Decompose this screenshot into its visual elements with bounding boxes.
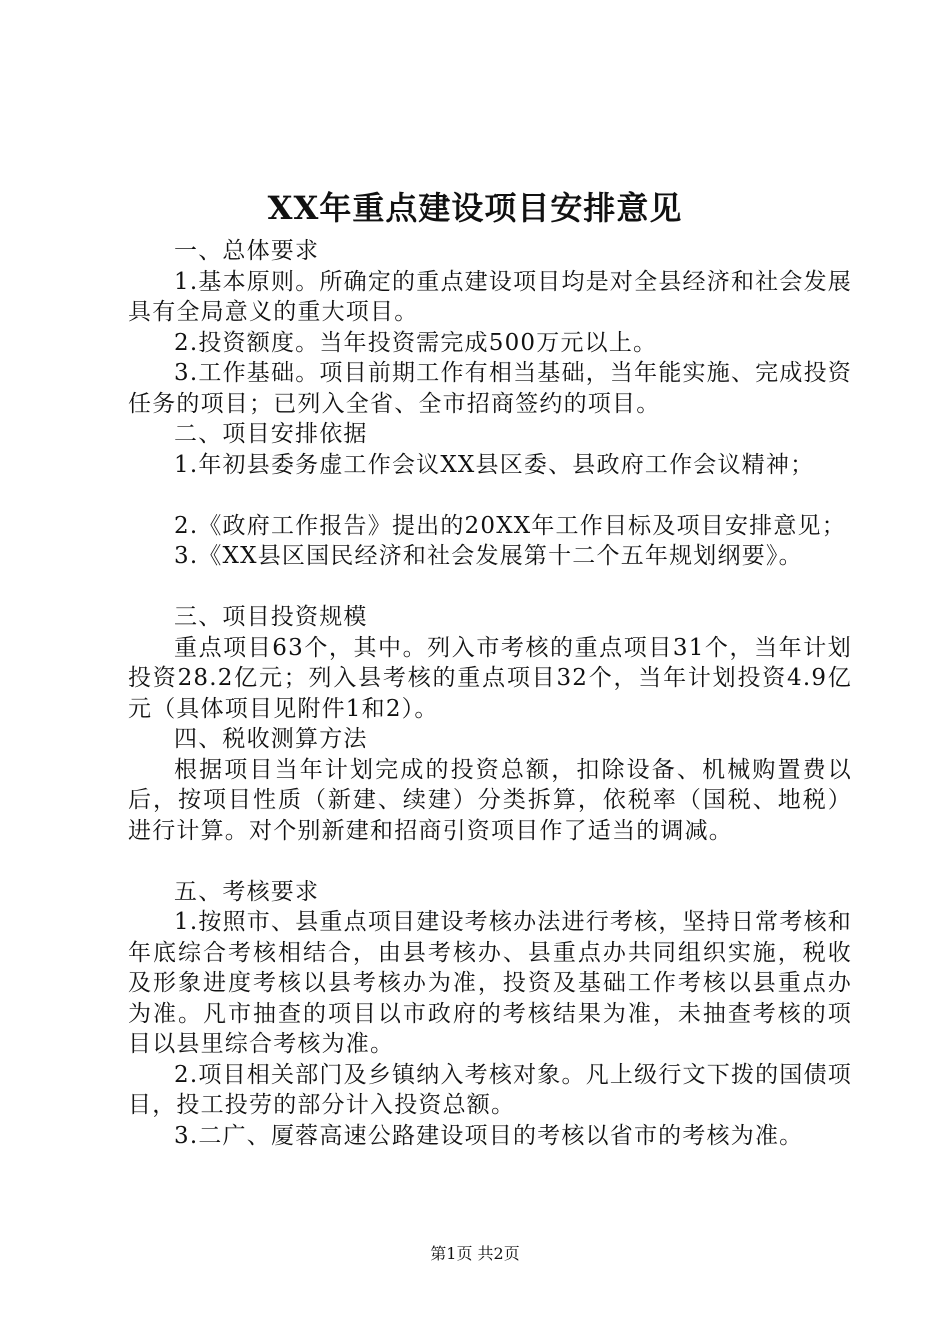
paragraph-basic-principle: 1.基本原则。所确定的重点建设项目均是对全县经济和社会发展具有全局意义的重大项目。 [128,268,852,325]
section-heading-investment-scale: 三、项目投资规模 [174,604,368,630]
paragraph-basis-1: 1.年初县委务虚工作会议XX县区委、县政府工作会议精神； [174,451,815,478]
paragraph-basis-3: 3.《XX县区国民经济和社会发展第十二个五年规划纲要》。 [174,543,803,569]
paragraph-basis-2: 2.《政府工作报告》提出的20XX年工作目标及项目安排意见； [174,512,846,539]
paragraph-investment-scale: 重点项目63个，其中。列入市考核的重点项目31个，当年计划投资28.2亿元；列入县考核的重点项目32个，当年计划投资4.9亿元（具体项目见附件1和2）。 [128,634,852,722]
section-heading-assessment: 五、考核要求 [174,878,320,905]
section-heading-general-requirements: 一、总体要求 [174,238,320,264]
paragraph-investment-amount: 2.投资额度。当年投资需完成500万元以上。 [174,329,658,356]
paragraph-assessment-3: 3.二广、厦蓉高速公路建设项目的考核以省市的考核为准。 [174,1122,804,1149]
page-number-footer: 第1页 共2页 [430,1244,520,1263]
section-heading-tax-method: 四、税收测算方法 [174,726,368,752]
blank-line [128,572,852,603]
paragraph-tax-method: 根据项目当年计划完成的投资总额，扣除设备、机械购置费以后，按项目性质（新建、续建）分类拆算，依税率（国税、地税）进行计算。对个别新建和招商引资项目作了适当的调减。 [128,756,852,844]
document-body [128,236,852,1151]
blank-line [128,846,852,877]
section-heading-arrangement-basis: 二、项目安排依据 [174,421,368,447]
paragraph-assessment-1: 1.按照市、县重点项目建设考核办法进行考核，坚持日常考核和年底综合考核相结合，由县考核办、县重点办共同组织实施，税收及形象进度考核以县考核办为准，投资及基础工作考核以县重点办为准。凡市抽查的项目以市政府的考核结果为准，未抽查考核的项目以县里综合考核为准。 [128,909,852,1057]
document-title: XX年重点建设项目安排意见 [267,189,683,227]
blank-line [128,480,852,511]
paragraph-work-foundation: 3.工作基础。项目前期工作有相当基础，当年能实施、完成投资任务的项目；已列入全省、全市招商签约的项目。 [128,360,852,417]
paragraph-assessment-2: 2.项目相关部门及乡镇纳入考核对象。凡上级行文下拨的国债项目，投工投劳的部分计入投资总额。 [128,1061,852,1118]
